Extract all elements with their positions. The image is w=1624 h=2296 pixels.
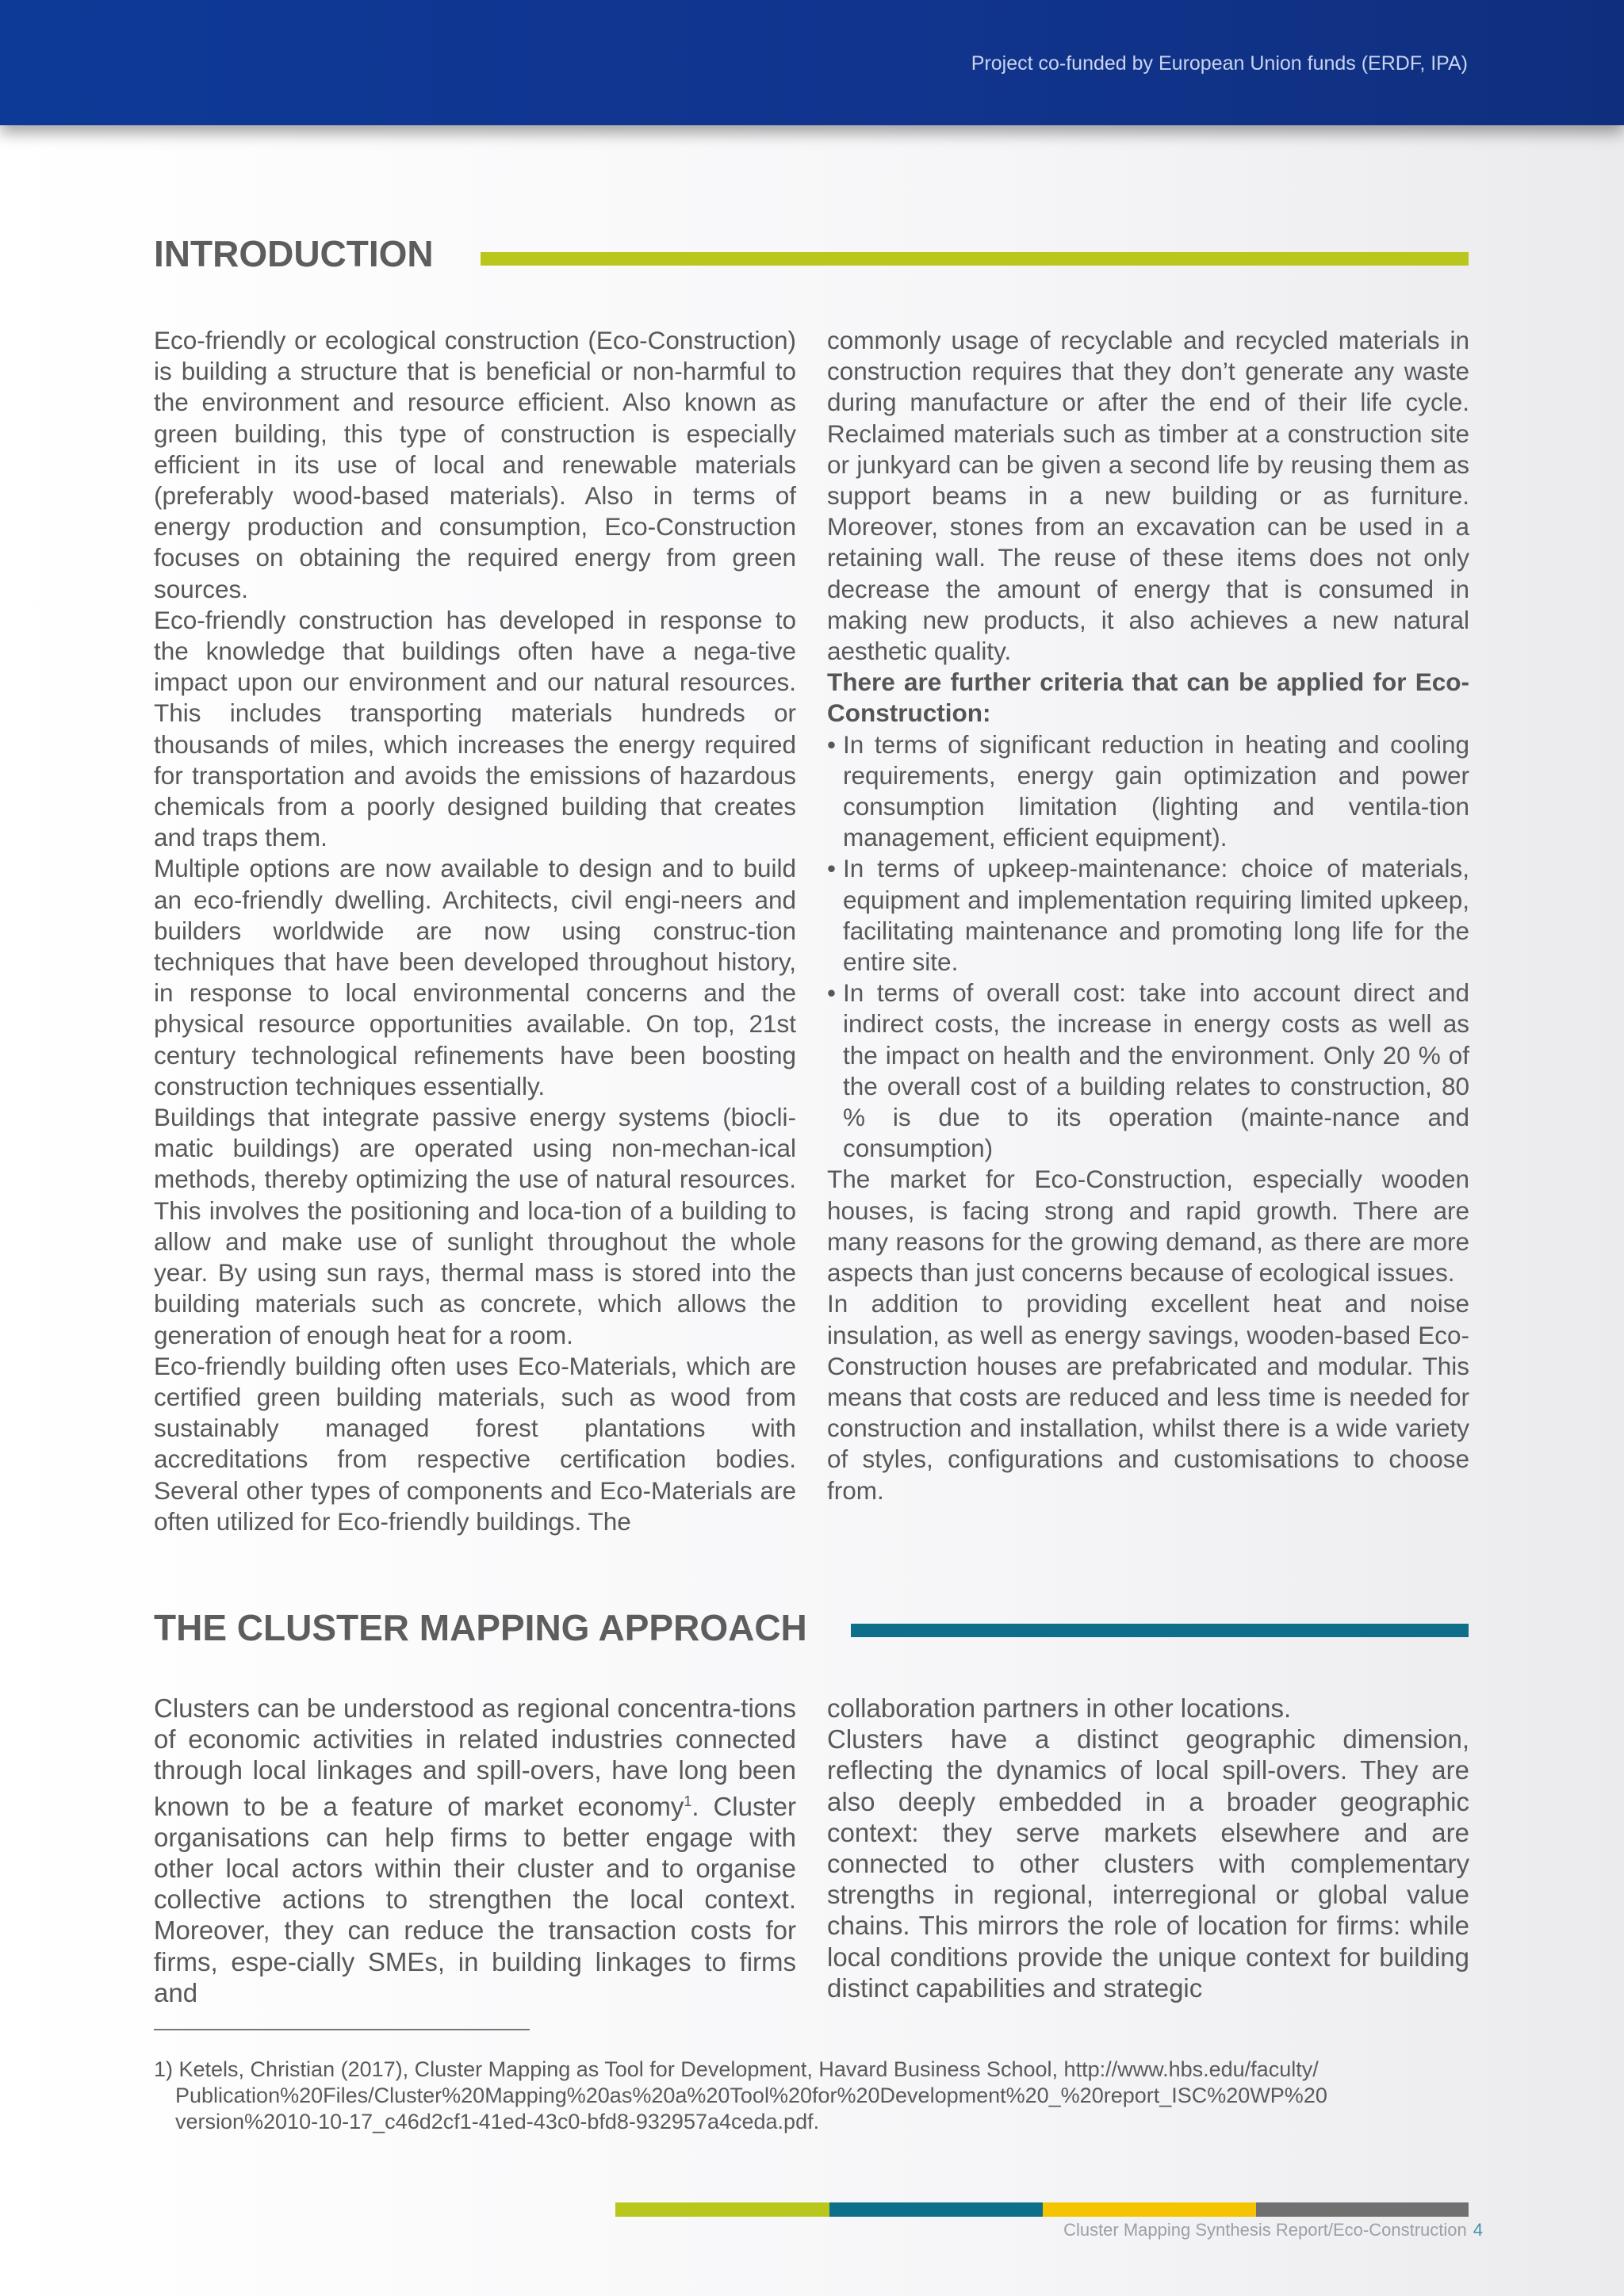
cluster-column-right [827, 1693, 1469, 2003]
criteria-bullet [827, 853, 1469, 978]
footer [1063, 2220, 1483, 2241]
footer-bar-green [615, 2202, 829, 2217]
bullet-marker: • [827, 854, 837, 883]
footnote [154, 2057, 1470, 2135]
criteria-bullet [827, 978, 1469, 1164]
intro-paragraph: In addition to providing excellent heat and noise insulation, as well as energy savings, wooden-based Eco-Construction houses are prefabricated and modular. This means that costs are reduced and less time is needed for construction and installation, whilst there is a wide variety of styles, configurations and customisations to choose from. [827, 1289, 1469, 1505]
intro-paragraph: Eco-friendly building often uses Eco-Materials, which are certified green building materials, such as wood from sustainably managed forest plantations with accreditations from respective certification bodies. Several other types of components and Eco-Materials are often utilized for Eco-friendly buildings. The [154, 1351, 796, 1536]
footnote-line[interactable]: 1) Ketels, Christian (2017), Cluster Mapping as Tool for Development, Havard Business School, http://www.hbs.edu/faculty/ [154, 2057, 1319, 2081]
cluster-heading-rule [851, 1624, 1469, 1637]
criteria-heading: There are further criteria that can be applied for Eco-Construction: [827, 668, 1469, 728]
footnote-divider [154, 2029, 530, 2030]
footnote-line[interactable]: version%2010-10-17_c46d2cf1-41ed-43c0-bfd8-932957a4ceda.pdf. [175, 2110, 820, 2133]
bullet-text: In terms of upkeep-maintenance: choice of materials, equipment and implementation requiring limited upkeep, facilitating maintenance and promoting long life for the entire site. [843, 854, 1469, 977]
footnote-line[interactable]: Publication%20Files/Cluster%20Mapping%20as%20a%20Tool%20for%20Development%20_%20report_ISC%20WP%20 [175, 2084, 1327, 2107]
intro-paragraph: Buildings that integrate passive energy systems (biocli-matic buildings) are operated using non-mechan-ical methods, thereby optimizing the use of natural resources. This involves the positioning and loca-tion of a building to allow and make use of sunlight throughout the whole year. By using sun rays, thermal mass is stored into the building materials such as concrete, which allows the generation of enough heat for a room. [154, 1103, 796, 1349]
intro-paragraph: Multiple options are now available to design and to build an eco-friendly dwelling. Architects, civil engi-neers and builders worldwide are now using construc-tion techniques that have been developed throughout history, in response to local environmental concerns and the physical resource opportunities available. On top, 21st century technological refinements have been boosting construction techniques essentially. [154, 854, 796, 1100]
cluster-heading: THE CLUSTER MAPPING APPROACH [154, 1607, 807, 1648]
intro-paragraph: commonly usage of recyclable and recycled materials in construction requires that they don’t generate any waste during manufacture or after the end of their life cycle. Reclaimed materials such as timber at a construction site or junkyard can be given a second life by reusing them as support beams in a new building or as furniture. Moreover, stones from an excavation can be used in a retaining wall. The reuse of these items does not only decrease the amount of energy that is consumed in making new products, it also achieves a new natural aesthetic quality. [827, 326, 1469, 666]
cluster-paragraph: collaboration partners in other locations. [827, 1693, 1292, 1723]
bullet-marker: • [827, 978, 837, 1008]
intro-heading: INTRODUCTION [154, 233, 434, 274]
footer-bar-yellow [1043, 2202, 1256, 2217]
intro-paragraph: Eco-friendly or ecological construction (Eco-Construction) is building a structure that is beneficial or non-harmful to the environment and resource efficient. Also known as green building, this type of construction is especially efficient in its use of local and renewable materials (preferably wood-based materials). Also in terms of energy production and consumption, Eco-Construction focuses on obtaining the required energy from green sources. [154, 326, 796, 603]
report-title: Cluster Mapping Synthesis Report/Eco-Construction [1063, 2220, 1467, 2240]
bullet-text: In terms of overall cost: take into account direct and indirect costs, the increase in energy costs as well as the impact on health and the environment. Only 20 % of the overall cost of a building relates to construction, 80 % is due to its operation (mainte-nance and consumption) [843, 978, 1469, 1163]
cluster-column-left [154, 1693, 796, 2008]
intro-paragraph: The market for Eco-Construction, especially wooden houses, is facing strong and rapid growth. There are many reasons for the growing demand, as there are more aspects than just concerns because of ecological issues. [827, 1165, 1469, 1288]
page-number: 4 [1473, 2220, 1483, 2240]
footer-bar-teal [829, 2202, 1043, 2217]
intro-heading-rule [481, 252, 1469, 266]
bullet-text: In terms of significant reduction in heating and cooling requirements, energy gain optimization and power consumption limitation (lighting and ventila-tion management, efficient equipment). [843, 729, 1469, 852]
intro-column-left [154, 325, 796, 1537]
footnote-reference[interactable]: 1 [684, 1793, 692, 1809]
intro-paragraph: Eco-friendly construction has developed in response to the knowledge that buildings often have a nega-tive impact upon our environment and our natural resources. This includes transporting materials hundreds or thousands of miles, which increases the energy required for transportation and avoids the emissions of hazardous chemicals from a poorly designed building that creates and traps them. [154, 605, 796, 852]
intro-column-right [827, 325, 1469, 1506]
funding-note: Project co-funded by European Union funds (ERDF, IPA) [971, 52, 1468, 75]
cluster-paragraph [154, 1693, 796, 2008]
bullet-marker: • [827, 729, 837, 759]
cluster-text: . Cluster organisations can help firms to better engage with other local actors within their cluster and to organise collective actions to strengthen the local context. Moreover, they can reduce the transaction costs for firms, espe-cially SMEs, in building linkages to firms and [154, 1791, 796, 2007]
cluster-paragraph: Clusters have a distinct geographic dimension, reflecting the dynamics of local spill-overs. They are also deeply embedded in a broader geographic context: they serve markets elsewhere and are connected to other clusters with complementary strengths in regional, interregional or global value chains. This mirrors the role of location for firms: while local conditions provide the unique context for building distinct capabilities and strategic [827, 1724, 1469, 2003]
footer-bar-gray [1256, 2202, 1469, 2217]
cluster-text: Clusters can be understood as regional concentra-tions of economic activities in related industries connected through local linkages and spill-overs, have long been known to be a feature of market economy [154, 1693, 796, 1821]
criteria-bullet [827, 729, 1469, 854]
